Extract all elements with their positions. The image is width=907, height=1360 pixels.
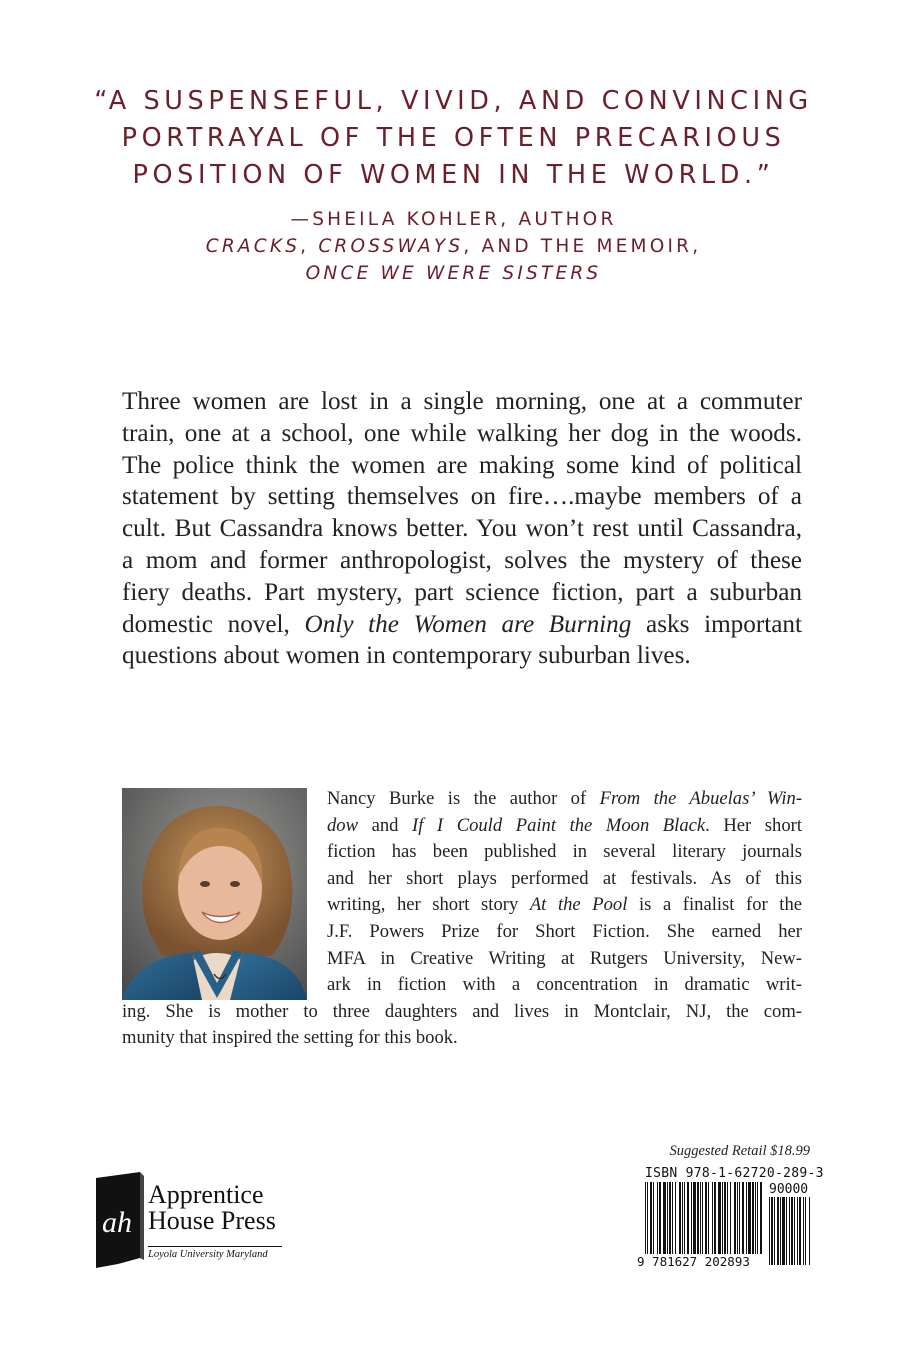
barcode-bar	[739, 1182, 740, 1254]
barcode-bar	[657, 1182, 658, 1254]
barcode-bar	[752, 1182, 754, 1254]
synopsis-line	[122, 609, 802, 641]
barcode-bar	[653, 1182, 654, 1254]
barcode-bar	[771, 1197, 773, 1265]
barcode-bar	[675, 1182, 676, 1254]
separator: ,	[300, 236, 319, 257]
synopsis-text: domestic novel,	[122, 610, 305, 638]
barcode-bar	[700, 1182, 701, 1254]
works-text: , AND THE MEMOIR,	[463, 236, 702, 257]
synopsis-line: fiery deaths. Part mystery, part science fiction, part a suburban	[122, 578, 802, 606]
barcode-bar	[803, 1197, 804, 1265]
barcode-bar	[667, 1182, 668, 1254]
barcode-bar	[757, 1182, 758, 1254]
barcode-bar	[774, 1197, 775, 1265]
barcode-bar	[687, 1182, 689, 1254]
synopsis-line: statement by setting themselves on fire….maybe members of a	[122, 483, 802, 511]
bio-line	[327, 813, 802, 840]
bio-line	[327, 786, 802, 813]
barcode-bar	[712, 1182, 713, 1254]
barcode-bar	[727, 1182, 728, 1254]
publisher-name-line: House Press	[148, 1206, 276, 1235]
barcode-bar	[794, 1197, 795, 1265]
synopsis-line: questions about women in contemporary suburban lives.	[122, 642, 691, 670]
barcode-bar	[702, 1182, 703, 1254]
synopsis-line: The police think the women are making some kind of political	[122, 451, 802, 479]
barcode-bar	[684, 1182, 685, 1254]
barcode-bar	[809, 1197, 810, 1265]
divider	[148, 1246, 282, 1247]
quote-line: PORTRAYAL OF THE OFTEN PRECARIOUS	[121, 123, 786, 153]
story-title: At the Pool	[529, 894, 628, 916]
publisher-name	[148, 1182, 276, 1234]
bio-line: munity that inspired the setting for this book.	[122, 1027, 458, 1049]
bio-line: fiction has been published in several literary journals	[327, 841, 802, 863]
barcode-bar	[730, 1182, 731, 1254]
barcode-bar	[708, 1182, 709, 1254]
barcode-digits: 9 781627 202893	[637, 1254, 750, 1269]
barcode-bar	[737, 1182, 738, 1254]
bio-text: and	[358, 814, 412, 836]
barcode-bar	[805, 1197, 806, 1265]
barcode-bar	[663, 1182, 666, 1254]
barcode-bar	[645, 1182, 646, 1254]
publisher-logo	[92, 1170, 302, 1270]
book-synopsis	[122, 386, 802, 672]
quote-line: “A SUSPENSEFUL, VIVID, AND CONVINCING	[94, 86, 813, 116]
barcode-bar	[748, 1182, 751, 1254]
work-title: CRACKS	[205, 236, 301, 257]
barcode-bar	[691, 1182, 692, 1254]
bio-line	[327, 892, 802, 919]
synopsis-line: a mom and former anthropologist, solves the mystery of these	[122, 546, 802, 574]
bio-text: is a finalist for the	[627, 894, 803, 916]
barcode-bar	[782, 1197, 785, 1265]
price-barcode	[769, 1197, 811, 1265]
barcode-bar	[693, 1182, 696, 1254]
barcode-bar	[647, 1182, 648, 1254]
barcode-bar	[650, 1182, 652, 1254]
attribution-works	[0, 233, 907, 260]
barcode-bar	[760, 1182, 762, 1254]
bio-line: and her short plays performed at festivals. As of this	[327, 867, 802, 889]
barcode-bar	[718, 1182, 721, 1254]
bio-text: . Her short	[705, 814, 802, 836]
isbn-text: ISBN 978-1-62720-289-3	[645, 1166, 824, 1181]
book-mark-icon	[92, 1170, 148, 1270]
barcode-bar	[797, 1197, 798, 1265]
bio-line: J.F. Powers Prize for Short Fiction. She earned her	[327, 920, 802, 942]
quote-line: POSITION OF WOMEN IN THE WORLD.”	[132, 160, 775, 190]
bio-text: Nancy Burke is the author of	[327, 788, 600, 809]
bio-text: writing, her short story	[327, 894, 530, 916]
publisher-name-line: Apprentice	[148, 1180, 264, 1209]
book-title: From the Abuelas’ Win-	[599, 788, 803, 809]
barcode-bar	[780, 1197, 781, 1265]
barcode-bar	[724, 1182, 726, 1254]
barcode-bar	[659, 1182, 661, 1254]
synopsis-line: cult. But Cassandra knows better. You won’t rest until Cassandra,	[122, 515, 802, 543]
barcode-bar	[705, 1182, 707, 1254]
barcode-bar	[734, 1182, 736, 1254]
bio-line: ark in fiction with a concentration in dramatic writ-	[327, 974, 802, 996]
book-title: dow	[327, 814, 358, 836]
synopsis-line: Three women are lost in a single morning, one at a commuter	[122, 388, 802, 415]
book-title: If I Could Paint the Moon Black	[412, 814, 706, 836]
bio-line: ing. She is mother to three daughters and lives in Montclair, NJ, the com-	[122, 1000, 802, 1022]
work-title: ONCE WE WERE SISTERS	[305, 263, 602, 284]
barcode-bar	[755, 1182, 756, 1254]
barcode-bar	[789, 1197, 790, 1265]
barcode-bar	[697, 1182, 699, 1254]
barcode-bar	[791, 1197, 793, 1265]
isbn-barcode	[645, 1182, 762, 1254]
publisher-affiliation: Loyola University Maryland	[148, 1249, 268, 1260]
barcode-bar	[777, 1197, 779, 1265]
barcode-bar	[786, 1197, 787, 1265]
barcode-bar	[672, 1182, 673, 1254]
review-quote	[0, 83, 907, 194]
price-code: 90000	[769, 1182, 809, 1197]
barcode-bar	[746, 1182, 747, 1254]
quote-attribution	[0, 206, 907, 287]
logo-letters: ah	[102, 1206, 132, 1239]
barcode-bar	[799, 1197, 801, 1265]
attribution-author: —SHEILA KOHLER, AUTHOR	[290, 209, 617, 230]
synopsis-text: asks important	[631, 610, 802, 638]
barcode-bar	[769, 1197, 770, 1265]
barcode-bar	[742, 1182, 744, 1254]
synopsis-line: train, one at a school, one while walking her dog in the woods.	[122, 419, 802, 447]
book-title: Only the Women are Burning	[304, 610, 632, 638]
author-bio	[122, 786, 802, 1052]
barcode-bar	[679, 1182, 681, 1254]
suggested-retail: Suggested Retail $18.99	[669, 1143, 810, 1159]
work-title: CROSSWAYS	[318, 236, 464, 257]
barcode-bar	[682, 1182, 683, 1254]
barcode-bar	[669, 1182, 671, 1254]
barcode-bar	[714, 1182, 716, 1254]
bio-line: MFA in Creative Writing at Rutgers University, New-	[327, 947, 802, 969]
barcode-bar	[722, 1182, 723, 1254]
